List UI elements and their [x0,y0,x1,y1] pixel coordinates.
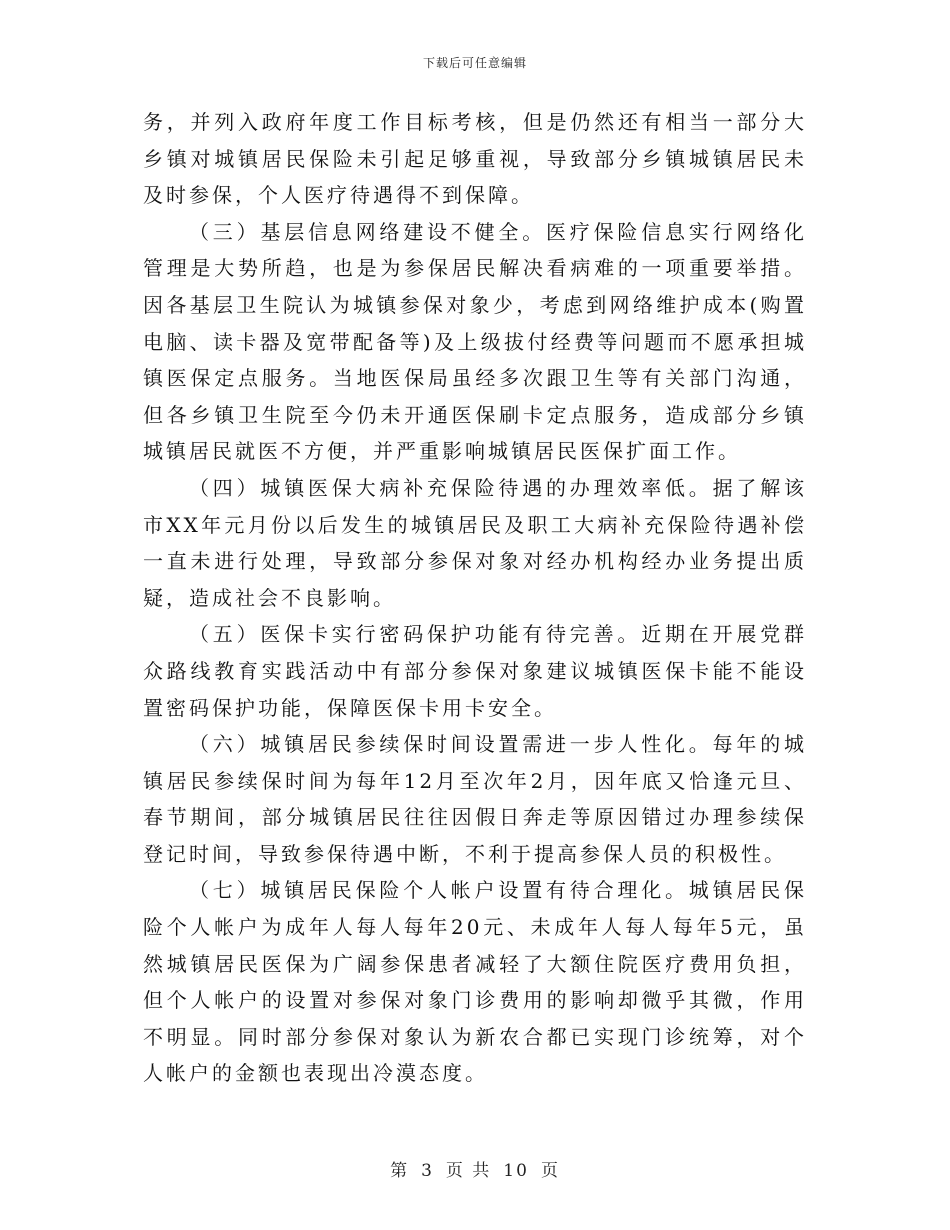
footer-current-page: 3 [421,1161,434,1181]
footer-middle: 页 共 [445,1161,492,1181]
paragraph-section-5: （五）医保卡实行密码保护功能有待完善。近期在开展党群众路线教育实践活动中有部分参保对象建议城镇医保卡能不能设置密码保护功能，保障医保卡用卡安全。 [143,622,807,720]
paragraph-section-6: （六）城镇居民参续保时间设置需进一步人性化。每年的城镇居民参续保时间为每年12月至次年2月，因年底又恰逢元旦、春节期间，部分城镇居民往往因假日奔走等原因错过办理参续保登记时间，导致参保待遇中断，不利于提高参保人员的积极性。 [143,732,807,866]
footer-prefix: 第 [390,1161,410,1181]
document-body [143,104,807,1092]
header-note: 下载后可任意编辑 [422,56,527,70]
paragraph-section-4: （四）城镇医保大病补充保险待遇的办理效率低。据了解该市XX年元月份以后发生的城镇居民及职工大病补充保险待遇补偿一直未进行处理，导致部分参保对象对经办机构经办业务提出质疑，造成社会不良影响。 [143,475,807,610]
paragraph-continuation: 务，并列入政府年度工作目标考核，但是仍然还有相当一部分大乡镇对城镇居民保险未引起足够重视，导致部分乡镇城镇居民未及时参保，个人医疗待遇得不到保障。 [143,110,807,208]
paragraph-section-3: （三）基层信息网络建设不健全。医疗保险信息实行网络化管理是大势所趋，也是为参保居民解决看病难的一项重要举措。因各基层卫生院认为城镇参保对象少，考虑到网络维护成本(购置电脑、读卡器及宽带配备等)及上级拔付经费等问题而不愿承担城镇医保定点服务。当地医保局虽经多次跟卫生等有关部门沟通，但各乡镇卫生院至今仍未开通医保刷卡定点服务，造成部分乡镇城镇居民就医不方便，并严重影响城镇居民医保扩面工作。 [143,219,807,464]
footer-suffix: 页 [540,1161,560,1181]
footer-total-pages: 10 [503,1161,529,1181]
page-footer [0,1156,950,1181]
paragraph-section-7: （七）城镇居民保险个人帐户设置有待合理化。城镇居民保险个人帐户为成年人每人每年20元、未成年人每人每年5元，虽然城镇居民医保为广阔参保患者减轻了大额住院医疗费用负担，但个人帐户的设置对参保对象门诊费用的影响却微乎其微，作用不明显。同时部分参保对象认为新农合都已实现门诊统筹，对个人帐户的金额也表现出冷漠态度。 [143,878,807,1086]
